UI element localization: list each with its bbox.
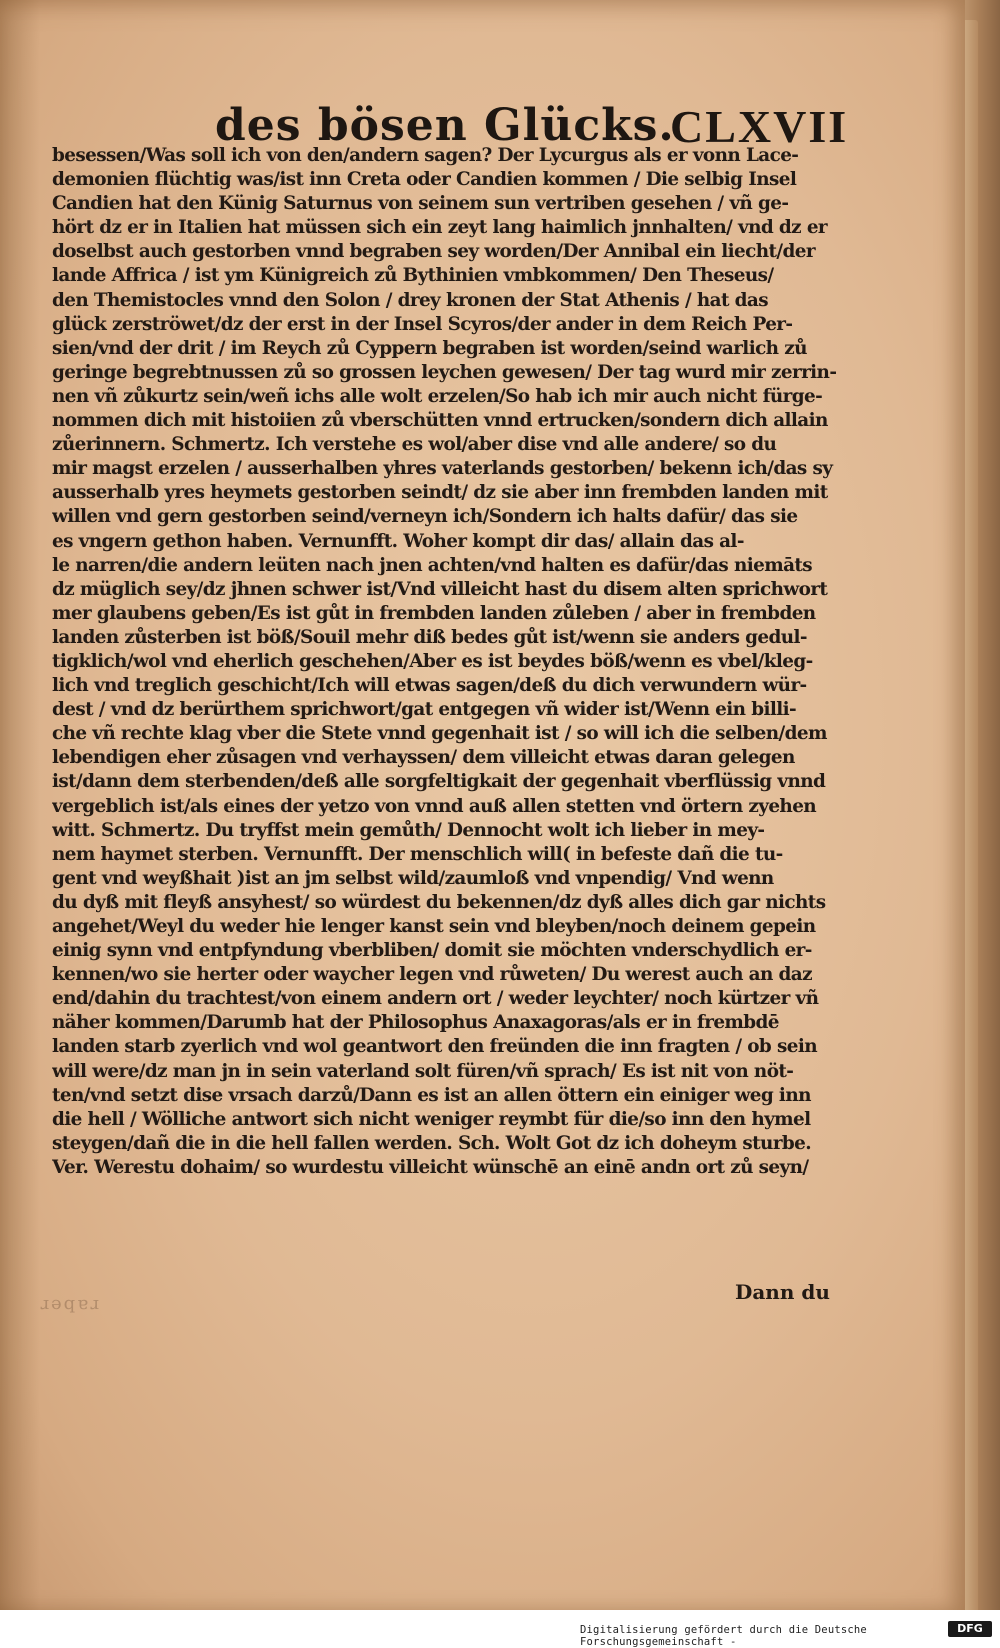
text-line: vergeblich ist/als eines der yetzo von vnnd auß allen stetten vnd örtern zyehen [52, 795, 817, 817]
text-line: die hell / Wölliche antwort sich nicht weniger reymbt für die/so inn den hymel [52, 1108, 811, 1130]
text-line: Candien hat den Künig Saturnus von seinem sun vertriben gesehen / vñ ge- [52, 193, 789, 215]
dfg-logo: DFG [948, 1621, 992, 1637]
text-line: lande Affrica / ist ym Künigreich zů Bythinien vmbkommen/ Den Theseus/ [52, 265, 774, 287]
text-line: che vñ rechte klag vber die Stete vnnd gegenhait ist / so will ich die selben/dem [52, 723, 827, 745]
text-line: tigklich/wol vnd eherlich geschehen/Aber es ist beydes böß/wenn es vbel/kleg- [52, 650, 813, 672]
text-line: den Themistocles vnnd den Solon / drey kronen der Stat Athenis / hat das [52, 289, 768, 311]
folio-number: CLXVII [670, 101, 849, 152]
text-line: angehet/Weyl du weder hie lenger kanst sein vnd bleyben/noch deinem gepein [52, 916, 816, 937]
text-line: end/dahin du trachtest/von einem andern ort / weder leychter/ noch kürtzer vñ [52, 988, 819, 1010]
text-line: geringe begrebtnussen zů so grossen leychen gewesen/ Der tag wurd mir zerrin- [52, 361, 837, 383]
text-line: hört dz er in Italien hat müssen sich ein zeyt lang haimlich jnnhalten/ vnd dz er [52, 217, 828, 239]
text-line: ist/dann dem sterbenden/deß alle sorgfeltigkait der gegenhait vberflüssig vnnd [52, 771, 826, 793]
text-line: kennen/wo sie herter oder waycher legen vnd růweten/ Du werest auch an daz [52, 964, 812, 986]
text-line: lebendigen eher zůsagen vnd verhayssen/ dem villeicht etwas daran gelegen [52, 747, 795, 769]
text-line: dest / vnd dz berürthem sprichwort/gat entgegen vñ wider ist/Wenn ein billi- [52, 699, 797, 721]
text-line: glück zerströwet/dz der erst in der Insel Scyros/der ander in dem Reich Per- [52, 313, 793, 335]
text-line: zůerinnern. Schmertz. Ich verstehe es wol/aber dise vnd alle andere/ so du [52, 434, 777, 456]
text-line: nommen dich mit histoiien zů vberschütten vnnd ertrucken/sondern dich allain [52, 410, 828, 432]
text-line: gent vnd weyßhait )ist an jm selbst wild/zaumloß vnd vnpendig/ Vnd wenn [52, 867, 774, 889]
text-line: Ver. Werestu dohaim/ so wurdestu villeicht wünschē an einē andn ort zů seyn/ [52, 1156, 809, 1178]
text-line: sien/vnd der drit / im Reych zů Cyppern begraben ist worden/seind warlich zů [52, 337, 807, 359]
text-line: lich vnd treglich geschicht/Ich will etwas sagen/deß du dich verwundern wür- [52, 675, 807, 697]
running-head: des bösen Glücks. [215, 100, 675, 151]
catchword: Dann du [735, 1280, 830, 1304]
text-line: dz müglich sey/dz jhnen schwer ist/Vnd villeicht hast du disem alten sprichwort [52, 578, 828, 600]
text-line: nen vñ zůkurtz sein/weñ ichs alle wolt erzelen/So hab ich mir auch nicht fürge- [52, 385, 823, 407]
text-line: ausserhalb yres heymets gestorben seindt/ dz sie aber inn frembden landen mit [52, 482, 828, 504]
text-line: will were/dz man jn in sein vaterland solt füren/vñ sprach/ Es ist nit von nöt- [52, 1060, 794, 1082]
show-through-ink: ɹǝqɐɹ [40, 1293, 101, 1314]
text-line: mer glaubens geben/Es ist gůt in frembden landen zůleben / aber in frembden [52, 602, 816, 624]
text-line: landen starb zyerlich vnd wol geantwort den freünden die inn fragten / ob sein [52, 1036, 818, 1058]
text-line: le narren/die andern leüten nach jnen achten/vnd halten es dafür/das niemāts [52, 554, 813, 576]
text-line: willen vnd gern gestorben seind/verneyn ich/Sondern ich halts dafür/ das sie [52, 506, 798, 528]
text-line: landen zůsterben ist böß/Souil mehr diß bedes gůt ist/wenn sie anders gedul- [52, 626, 807, 648]
text-block [52, 144, 842, 1180]
text-line: es vngern gethon haben. Vernunfft. Woher kompt dir das/ allain das al- [52, 530, 744, 552]
text-line: einig synn vnd entpfyndung vberbliben/ domit sie möchten vnderschydlich er- [52, 940, 812, 962]
digitization-credit: Digitalisierung gefördert durch die Deutsche Forschungsgemeinschaft - [580, 1624, 867, 1648]
text-line: mir magst erzelen / ausserhalben yhres vaterlands gestorben/ bekenn ich/das sy [52, 458, 833, 480]
text-line: ten/vnd setzt dise vrsach darzů/Dann es ist an allen öttern ein einiger weg inn [52, 1084, 811, 1106]
text-line: du dyß mit fleyß ansyhest/ so würdest du bekennen/dz dyß alles dich gar nichts [52, 891, 826, 913]
text-line: besessen/Was soll ich von den/andern sagen? Der Lycurgus als er vonn Lace- [52, 145, 799, 166]
text-line: demonien flüchtig was/ist inn Creta oder Candien kommen / Die selbig Insel [52, 169, 797, 191]
text-line: nem haymet sterben. Vernunfft. Der menschlich will( in befeste dañ die tu- [52, 843, 783, 865]
text-line: witt. Schmertz. Du tryffst mein gemůth/ Dennocht wolt ich lieber in mey- [52, 819, 765, 841]
text-line: doselbst auch gestorben vnnd begraben sey worden/Der Annibal ein liecht/der [52, 241, 815, 263]
text-line: näher kommen/Darumb hat der Philosophus Anaxagoras/als er in frembdē [52, 1012, 779, 1034]
text-line: steygen/dañ die in die hell fallen werden. Sch. Wolt Got dz ich doheym sturbe. [52, 1132, 812, 1154]
